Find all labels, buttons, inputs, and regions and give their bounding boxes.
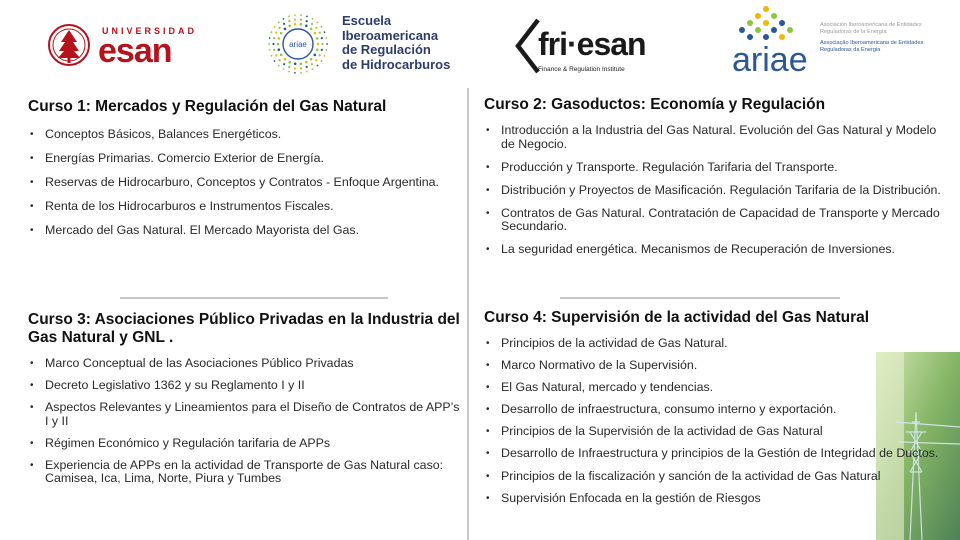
ring-dot	[306, 66, 308, 68]
ring-dot	[283, 63, 285, 65]
ring-dot	[321, 26, 323, 28]
ring-dot	[288, 71, 290, 73]
list-item: • Supervisión Enfocada en la gestión de Riesgos	[484, 492, 954, 506]
list-item: • Desarrollo de infraestructura, consumo interno y exportación.	[484, 403, 954, 417]
course-2-list	[484, 124, 948, 257]
vertical-divider	[467, 88, 469, 540]
course-1-section	[28, 98, 460, 248]
ring-dot	[273, 37, 275, 39]
ring-dot	[300, 72, 302, 74]
list-item: • Experiencia de APPs en la actividad de Transporte de Gas Natural caso: Camisea, Ica, Lima, Norte, Piura y Tumbes	[28, 459, 460, 486]
list-item: • Marco Conceptual de las Asociaciones Público Privadas	[28, 357, 460, 371]
list-item: • Renta de los Hidrocarburos e Instrumentos Fiscales.	[28, 200, 460, 214]
ariae-logo	[728, 4, 808, 78]
esan-logo	[48, 20, 198, 70]
escuela-line-1: Escuela	[342, 13, 392, 28]
horizontal-divider-right	[560, 297, 840, 299]
list-item: • Aspectos Relevantes y Lineamientos para el Diseño de Contratos de APP’s I y II	[28, 401, 460, 428]
ring-dot	[310, 58, 313, 61]
ring-dot	[288, 16, 290, 18]
list-item: • Introducción a la Industria del Gas Natural. Evolución del Gas Natural y Modelo de Negocio.	[484, 124, 948, 151]
ring-dot	[300, 67, 302, 69]
list-item: • Conceptos Básicos, Balances Energéticos.	[28, 128, 460, 142]
ariae-description	[820, 22, 954, 68]
course-3-section	[28, 311, 460, 494]
dotted-ring-icon	[268, 14, 328, 74]
ring-dot	[279, 27, 281, 29]
course-1-title: Curso 1: Mercados y Regulación del Gas Natural	[28, 98, 387, 115]
course-3-title: Curso 3: Asociaciones Público Privadas en la Industria del Gas Natural y GNL .	[28, 311, 460, 346]
ring-dot	[274, 26, 276, 28]
list-item: • Principios de la actividad de Gas Natural.	[484, 337, 954, 351]
ring-dot	[315, 27, 317, 29]
ring-dot	[314, 54, 317, 57]
escuela-line-4: de Hidrocarburos	[342, 56, 451, 72]
ring-dot	[275, 54, 277, 56]
ring-dot	[278, 22, 280, 24]
ring-dot	[283, 23, 285, 25]
ring-dot	[305, 61, 308, 64]
ariae-description-es: Asociación Iberoamericana de Entidades Reguladoras de la Energía	[820, 22, 922, 35]
list-item: • Energías Primarias. Comercio Exterior de Energía.	[28, 152, 460, 166]
ring-dot	[319, 32, 321, 34]
list-item: • Contratos de Gas Natural. Contratación de Capacidad de Transporte y Mercado Secundario.	[484, 207, 948, 234]
ring-dot	[325, 37, 327, 39]
ring-dot	[288, 61, 291, 64]
ring-dot	[312, 18, 314, 20]
ring-dot	[294, 23, 297, 26]
ring-dot	[284, 58, 287, 61]
ring-dot	[278, 37, 281, 40]
course-1-list	[28, 128, 460, 238]
ring-dot	[300, 14, 302, 16]
esan-university-label: UNIVERSIDAD	[102, 26, 198, 36]
ring-dot	[284, 28, 287, 31]
ring-dot	[311, 63, 313, 65]
ring-dot	[300, 19, 302, 21]
ring-dot	[306, 16, 308, 18]
list-item: • Decreto Legislativo 1362 y su Reglamento I y II	[28, 379, 460, 393]
list-item: • Reservas de Hidrocarburo, Conceptos y Contratos - Enfoque Argentina.	[28, 176, 460, 190]
ring-dot	[321, 49, 323, 51]
list-item: • El Gas Natural, mercado y tendencias.	[484, 381, 954, 395]
ring-dot	[324, 31, 326, 33]
escuela-iberoamericana-logo	[268, 12, 458, 76]
ring-dot	[300, 62, 303, 65]
ring-dot	[310, 28, 313, 31]
ring-dot	[321, 43, 323, 45]
horizontal-divider-left	[120, 297, 388, 299]
ring-dot	[321, 37, 323, 39]
ring-dot	[316, 37, 319, 40]
fri-esan-logo	[512, 14, 646, 76]
ring-dot	[268, 43, 270, 45]
ring-dot	[294, 19, 296, 21]
ring-dot	[326, 43, 328, 45]
ring-dot	[271, 55, 273, 57]
ring-dot	[277, 43, 280, 46]
list-item: • Régimen Económico y Regulación tarifaria de APPs	[28, 437, 460, 451]
ring-dot	[283, 18, 285, 20]
ring-dot	[273, 49, 275, 51]
ring-dot	[271, 31, 273, 33]
esan-wordmark: esan	[98, 32, 172, 70]
list-item: • Marco Normativo de la Supervisión.	[484, 359, 954, 373]
ring-dot	[321, 60, 323, 62]
ring-dot	[278, 48, 281, 51]
ring-dot	[316, 48, 319, 51]
ring-dot	[280, 54, 283, 57]
ring-dot	[305, 25, 308, 28]
list-item: • Principios de la fiscalización y sanción de la actividad de Gas Natural	[484, 470, 954, 484]
list-item: • La seguridad energética. Mecanismos de Recuperación de Inversiones.	[484, 243, 948, 257]
ring-dot	[294, 67, 296, 69]
list-item: • Mercado del Gas Natural. El Mercado Mayorista del Gas.	[28, 224, 460, 238]
ring-dot	[294, 72, 296, 74]
ring-dot	[311, 23, 313, 25]
ring-dot	[312, 68, 314, 70]
ring-dot	[306, 20, 308, 22]
ring-dot	[315, 59, 317, 61]
course-4-section	[484, 309, 954, 514]
ring-dot	[288, 20, 290, 22]
ring-dot	[314, 32, 317, 35]
ring-dot	[319, 54, 321, 56]
list-item: • Distribución y Proyectos de Masificación. Regulación Tarifaria de la Distribución.	[484, 184, 948, 198]
ring-dot	[279, 59, 281, 61]
fri-esan-subtitle: Finance & Regulation Institute	[538, 66, 625, 73]
list-item: • Desarrollo de Infraestructura y principios de la Gestión de Integridad de Ductos.	[484, 447, 954, 461]
ring-dot	[274, 60, 276, 62]
escuela-line-3: de Regulación	[342, 42, 431, 57]
ring-dot	[317, 65, 319, 67]
course-4-list	[484, 337, 954, 505]
ring-dot	[288, 25, 291, 28]
ring-dot	[317, 22, 319, 24]
list-item: • Principios de la Supervisión de la actividad de Gas Natural	[484, 425, 954, 439]
ring-dot	[306, 71, 308, 73]
esan-crest-icon	[48, 22, 90, 68]
course-4-title: Curso 4: Supervisión de la actividad del Gas Natural	[484, 309, 870, 326]
escuela-badge-text: ariae	[289, 40, 307, 49]
ring-dot	[272, 43, 274, 45]
ariae-wordmark: ariae	[732, 41, 808, 79]
ring-dot	[280, 32, 283, 35]
ring-dot	[283, 68, 285, 70]
ring-dot	[269, 37, 271, 39]
ring-dot	[275, 32, 277, 34]
ring-dot	[324, 55, 326, 57]
ring-dot	[325, 49, 327, 51]
ring-dot	[317, 43, 320, 46]
ring-dot	[288, 66, 290, 68]
course-2-title: Curso 2: Gasoductos: Economía y Regulación	[484, 96, 826, 113]
fri-esan-wordmark: fri·esan	[538, 26, 646, 62]
ariae-dots-icon	[734, 4, 798, 44]
ring-dot	[294, 14, 296, 16]
course-3-list	[28, 357, 460, 486]
ariae-description-pt: Associação Iberoamericana de Entidades Reguladoras da Energia	[820, 40, 924, 53]
ring-dot	[294, 62, 297, 65]
list-item: • Producción y Transporte. Regulación Tarifaria del Transporte.	[484, 161, 948, 175]
course-2-section	[484, 96, 948, 266]
escuela-line-2: Iberoamericana	[342, 27, 439, 43]
ring-dot	[278, 65, 280, 67]
ring-dot	[269, 49, 271, 51]
ring-dot	[300, 23, 303, 26]
